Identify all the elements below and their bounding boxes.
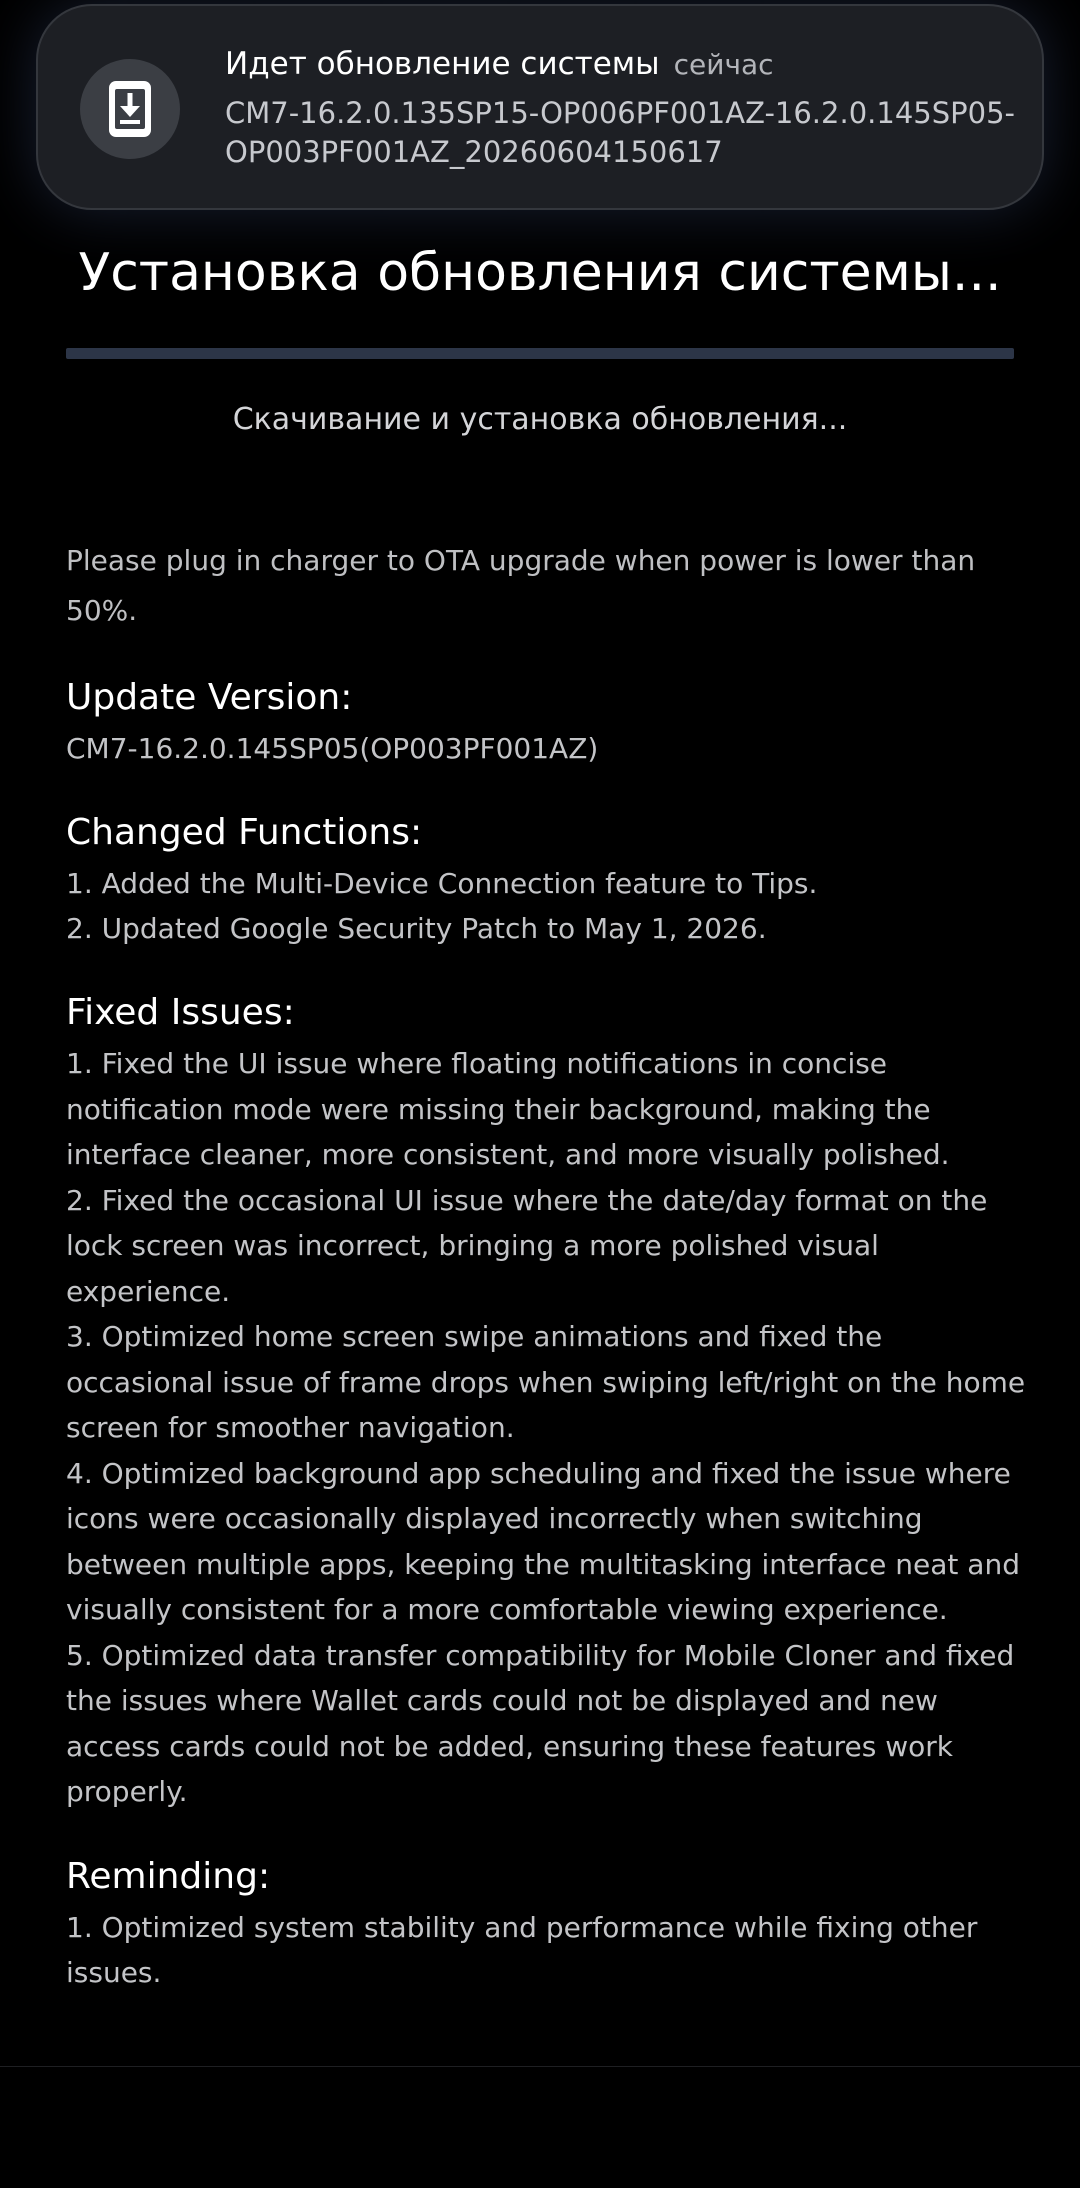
changed-functions-section <box>66 809 1026 951</box>
system-update-download-icon <box>103 78 157 140</box>
update-version-title: Update Version: <box>66 677 353 718</box>
fixed-issues-title: Fixed Issues: <box>66 992 295 1033</box>
notification-title <box>225 42 774 87</box>
list-item: 1. Optimized system stability and performance while fixing other issues. <box>66 1910 978 1989</box>
list-item: 5. Optimized data transfer compatibility for Mobile Cloner and fixed the issues where Wallet cards could not be displayed and new access cards could not be added, ensuring these features work properly. <box>66 1638 1015 1808</box>
list-item: 2. Fixed the occasional UI issue where the date/day format on the lock screen was incorrect, bringing a more polished visual experience. <box>66 1183 988 1308</box>
list-item: 1. Added the Multi-Device Connection feature to Tips. <box>66 867 818 900</box>
charger-hint: Please plug in charger to OTA upgrade when power is lower than 50%. <box>66 544 976 627</box>
update-version-section <box>66 674 1026 771</box>
update-progress-bar <box>66 348 1014 359</box>
notification-body: CM7-16.2.0.135SP15-OP006PF001AZ-16.2.0.145SP05-OP003PF001AZ_20260604150617 <box>225 96 1015 169</box>
reminding-title: Reminding: <box>66 1855 271 1897</box>
list-item: 4. Optimized background app scheduling and fixed the issue where icons were occasionally displayed incorrectly when switching between multiple apps, keeping the multitasking interface neat and visually consistent for a more comfortable viewing experience. <box>66 1456 1020 1626</box>
update-version-value: CM7-16.2.0.145SP05(OP003PF001AZ) <box>66 732 599 765</box>
list-item: 3. Optimized home screen swipe animations and fixed the occasional issue of frame drops when swiping left/right on the home screen for smoother navigation. <box>66 1320 1026 1444</box>
page-title: Установка обновления системы... <box>78 243 1002 303</box>
list-item: 2. Updated Google Security Patch to May 1, 2026. <box>66 912 767 945</box>
changed-functions-title: Changed Functions: <box>66 812 423 853</box>
reminding-section <box>66 1853 1026 1995</box>
notification-icon-container <box>80 59 180 159</box>
fixed-issues-section <box>66 989 1026 1815</box>
update-notification[interactable] <box>36 4 1044 210</box>
list-item: 1. Fixed the UI issue where floating notifications in concise notification mode were missing their background, making the interface cleaner, more consistent, and more visually polished. <box>66 1047 950 1171</box>
notification-time: сейчас <box>673 48 774 81</box>
update-status-text: Скачивание и установка обновления... <box>232 402 848 437</box>
release-notes <box>66 536 1026 1995</box>
bottom-divider <box>0 2066 1080 2067</box>
notification-title-text: Идет обновление системы <box>225 46 660 82</box>
